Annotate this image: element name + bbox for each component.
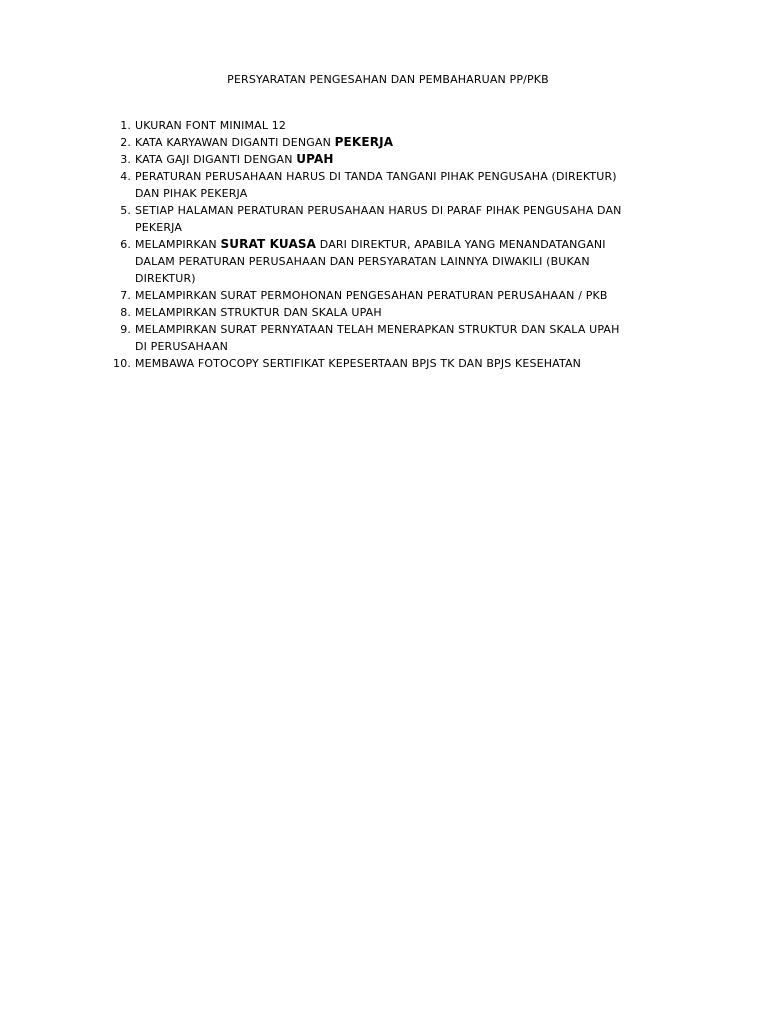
item-number: 7.	[120, 289, 131, 302]
item-text-line: DALAM PERATURAN PERUSAHAAN DAN PERSYARATAN LAINNYA DIWAKILI (BUKAN	[135, 255, 590, 268]
item-text: KATA GAJI DIGANTI DENGAN	[135, 153, 297, 166]
item-text: MELAMPIRKAN STRUKTUR DAN SKALA UPAH	[135, 306, 382, 319]
item-text: DARI DIREKTUR, APABILA YANG MENANDATANGANI	[316, 238, 606, 251]
list-item	[100, 236, 690, 287]
list-item	[100, 304, 690, 321]
item-number: 2.	[120, 136, 131, 149]
item-text: MELAMPIRKAN SURAT PERMOHONAN PENGESAHAN PERATURAN PERUSAHAAN / PKB	[135, 289, 608, 302]
requirements-list	[100, 117, 690, 372]
list-item	[100, 151, 690, 168]
item-number: 4.	[120, 170, 131, 183]
item-number: 9.	[120, 323, 131, 336]
list-item	[100, 287, 690, 304]
list-item	[100, 321, 690, 355]
item-text-line: MELAMPIRKAN SURAT PERNYATAAN TELAH MENERAPKAN STRUKTUR DAN SKALA UPAH	[135, 323, 620, 336]
item-text-line: PERATURAN PERUSAHAAN HARUS DI TANDA TANGANI PIHAK PENGUSAHA (DIREKTUR)	[135, 170, 617, 183]
item-text: UKURAN FONT MINIMAL 12	[135, 119, 287, 132]
item-number: 8.	[120, 306, 131, 319]
list-item	[100, 168, 690, 202]
item-text-line: DIREKTUR)	[135, 272, 196, 285]
document-title: PERSYARATAN PENGESAHAN DAN PEMBAHARUAN PP/PKB	[227, 73, 549, 86]
item-text-line: PEKERJA	[135, 221, 183, 234]
list-item	[100, 202, 690, 236]
item-number: 3.	[120, 153, 131, 166]
item-emphasis: UPAH	[296, 152, 334, 166]
list-item	[100, 355, 690, 372]
item-emphasis: SURAT KUASA	[220, 237, 317, 251]
list-item	[100, 117, 690, 134]
item-emphasis: PEKERJA	[334, 135, 394, 149]
item-number: 5.	[120, 204, 131, 217]
list-item	[100, 134, 690, 151]
item-text: MELAMPIRKAN	[135, 238, 221, 251]
item-number: 6.	[120, 238, 131, 251]
item-number: 1.	[120, 119, 131, 132]
item-text-line: DAN PIHAK PEKERJA	[135, 187, 248, 200]
item-text: MEMBAWA FOTOCOPY SERTIFIKAT KEPESERTAAN BPJS TK DAN BPJS KESEHATAN	[135, 357, 582, 370]
item-text: KATA KARYAWAN DIGANTI DENGAN	[135, 136, 335, 149]
item-number: 10.	[113, 357, 131, 370]
item-text-line: SETIAP HALAMAN PERATURAN PERUSAHAAN HARUS DI PARAF PIHAK PENGUSAHA DAN	[135, 204, 622, 217]
item-text-line: DI PERUSAHAAN	[135, 340, 229, 353]
